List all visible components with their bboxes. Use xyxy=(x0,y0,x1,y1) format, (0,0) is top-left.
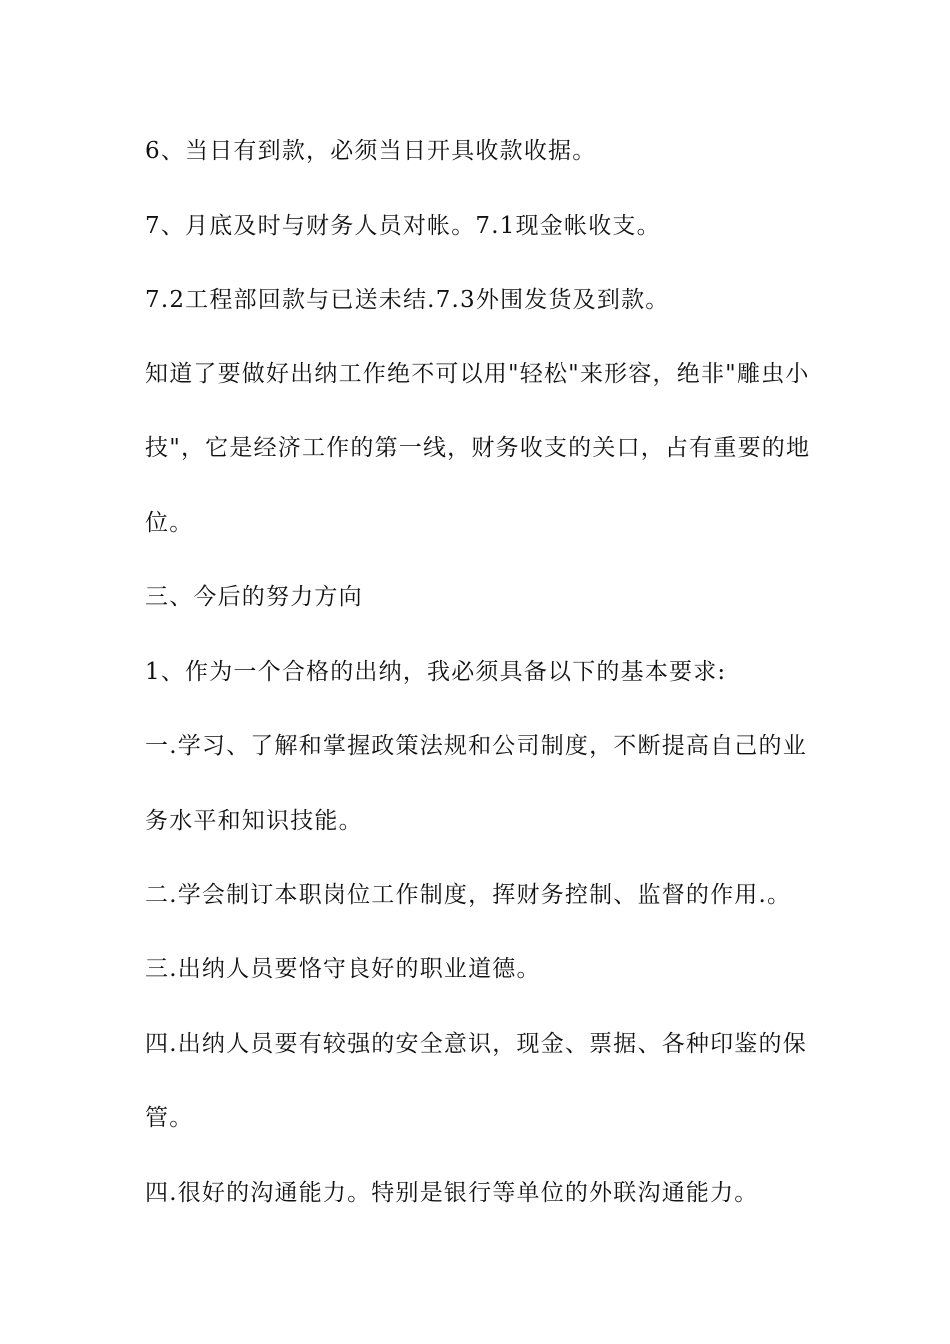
paragraph-line-requirement-5: 四.很好的沟通能力。特别是银行等单位的外联沟通能力。 xyxy=(145,1180,759,1206)
paragraph-line-item-7-2: 7.2工程部回款与已送未结.7.3外围发货及到款。 xyxy=(145,287,670,313)
paragraph-line-item-6: 6、当日有到款，必须当日开具收款收据。 xyxy=(145,138,597,164)
paragraph-line-requirement-1a: 一.学习、了解和掌握政策法规和公司制度，不断提高自己的业 xyxy=(145,733,807,759)
paragraph-line-requirement-1b: 务水平和知识技能。 xyxy=(145,808,363,834)
paragraph-line-requirement-4b: 管。 xyxy=(145,1105,194,1131)
paragraph-line-requirements-intro: 1、作为一个合格的出纳，我必须具备以下的基本要求: xyxy=(145,659,727,685)
paragraph-line-requirement-3: 三.出纳人员要恪守良好的职业道德。 xyxy=(145,956,541,982)
section-heading: 三、今后的努力方向 xyxy=(145,584,363,610)
paragraph-line-requirement-2: 二.学会制订本职岗位工作制度，挥财务控制、监督的作用.。 xyxy=(145,882,792,908)
paragraph-line-item-7: 7、月底及时与财务人员对帐。7.1现金帐收支。 xyxy=(145,213,661,239)
paragraph-line-requirement-4a: 四.出纳人员要有较强的安全意识，现金、票据、各种印鉴的保 xyxy=(145,1031,807,1057)
paragraph-line-summary-3: 位。 xyxy=(145,510,194,536)
paragraph-line-summary-2: 技"，它是经济工作的第一线，财务收支的关口，占有重要的地 xyxy=(145,435,811,461)
paragraph-line-summary-1: 知道了要做好出纳工作绝不可以用"轻松"来形容，绝非"雕虫小 xyxy=(145,361,810,387)
